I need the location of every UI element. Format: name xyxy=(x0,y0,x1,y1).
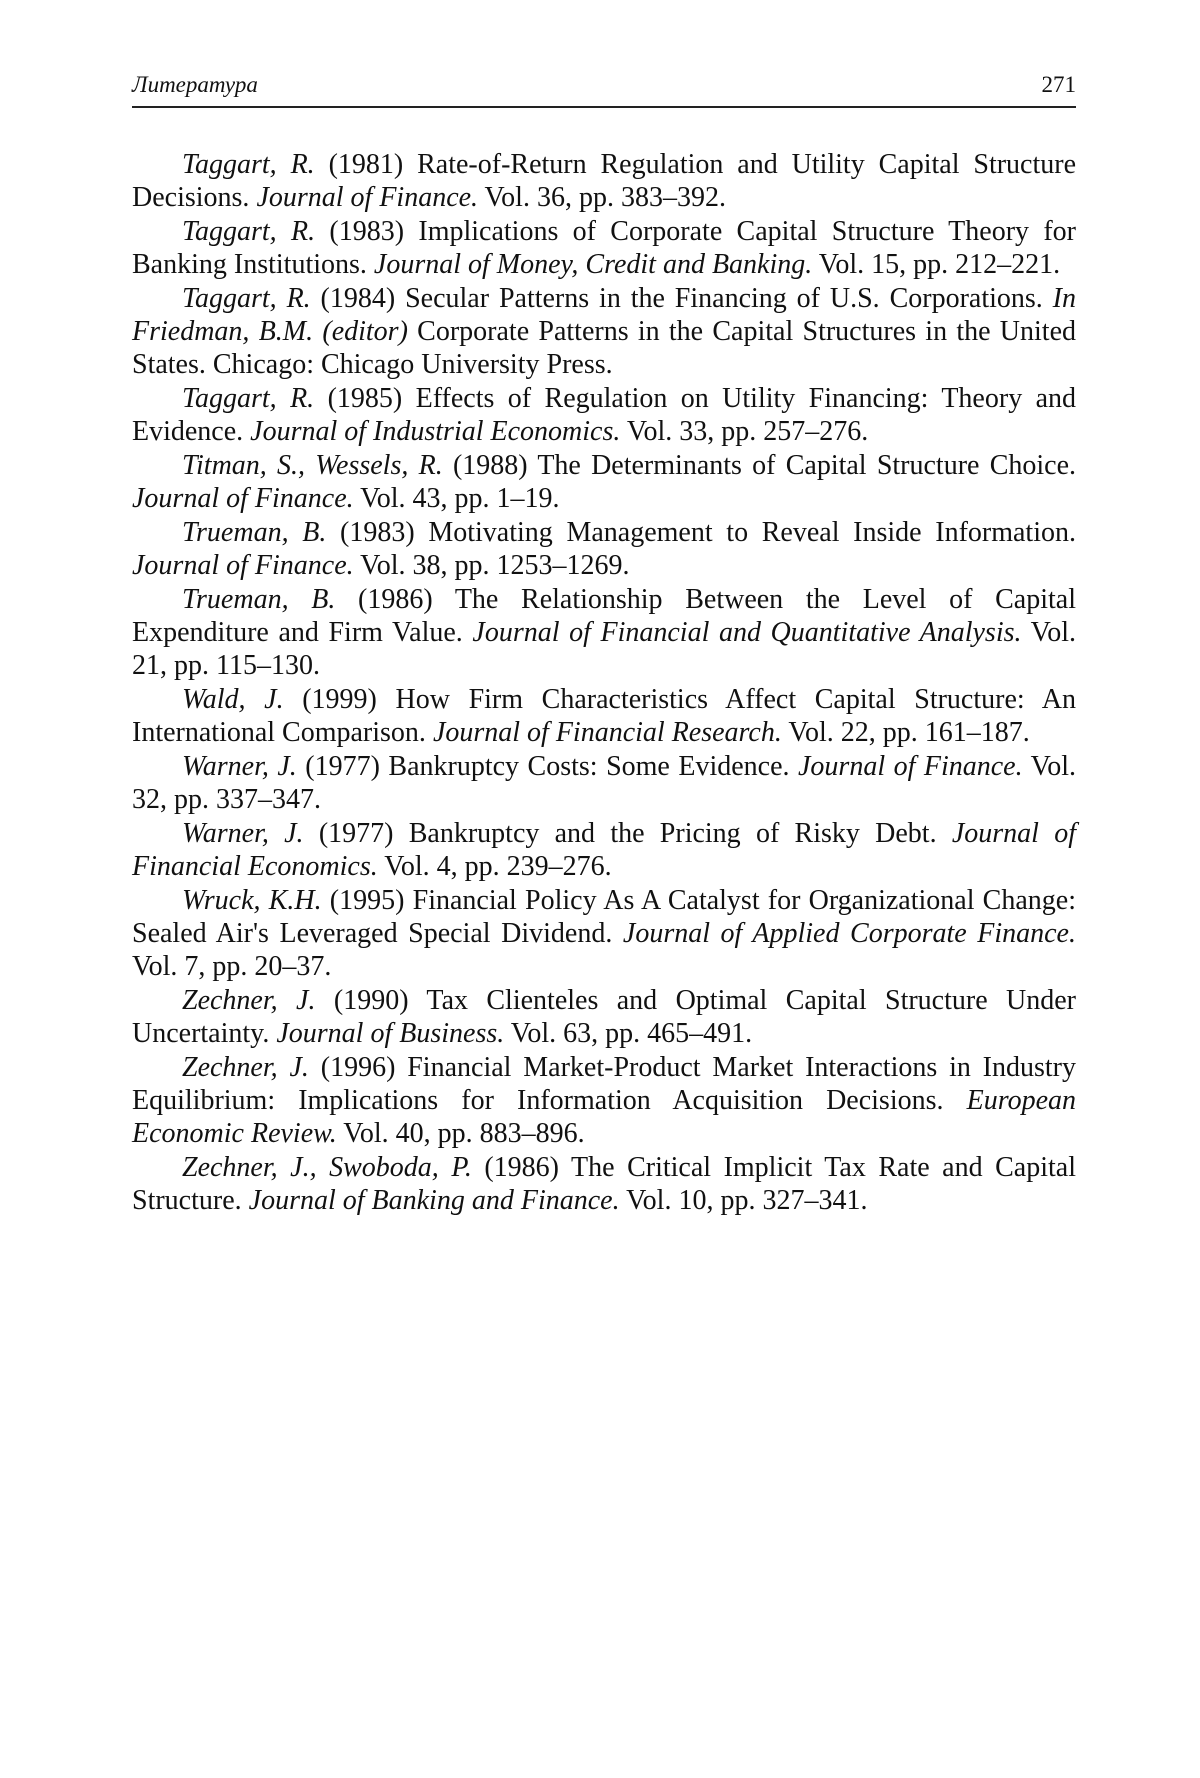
reference-source: In Friedman, B.M. (editor) xyxy=(132,283,1076,347)
reference-author: Titman, S., Wessels, R. xyxy=(182,450,443,481)
reference-text: (1983) Motivating Management to Reveal Inside Information. xyxy=(326,517,1076,548)
reference-entry xyxy=(132,148,1076,214)
reference-text: (1995) Financial Policy As A Catalyst for Organizational Change: Sealed Air's Leveraged Special Dividend. xyxy=(132,885,1076,949)
reference-entry xyxy=(132,583,1076,682)
reference-list xyxy=(132,148,1076,1218)
reference-details: Vol. 21, pp. 115–130. xyxy=(132,617,1076,681)
reference-entry xyxy=(132,817,1076,883)
reference-author: Taggart, R. xyxy=(182,216,316,247)
reference-text: (1990) Tax Clienteles and Optimal Capital Structure Under Uncertainty. xyxy=(132,985,1076,1049)
reference-entry xyxy=(132,449,1076,515)
reference-source: Journal of Financial Research. xyxy=(432,717,782,748)
reference-source: Journal of Applied Corporate Finance. xyxy=(622,918,1076,949)
reference-text: (1986) The Critical Implicit Tax Rate and Capital Structure. xyxy=(132,1152,1076,1216)
reference-source: Journal of Finance. xyxy=(256,182,479,213)
reference-source: European Economic Review. xyxy=(132,1085,1076,1149)
reference-source: Journal of Financial and Quantitative Analysis. xyxy=(472,617,1022,648)
reference-details: Vol. 40, pp. 883–896. xyxy=(336,1118,585,1149)
reference-source: Journal of Business. xyxy=(276,1018,505,1049)
reference-details: Vol. 36, pp. 383–392. xyxy=(478,182,726,213)
reference-entry xyxy=(132,282,1076,381)
reference-author: Wald, J. xyxy=(182,684,284,715)
reference-author: Zechner, J. xyxy=(182,985,316,1016)
reference-entry xyxy=(132,516,1076,582)
reference-entry xyxy=(132,683,1076,749)
reference-source: Journal of Finance. xyxy=(132,483,354,514)
reference-entry xyxy=(132,750,1076,816)
reference-source: Journal of Banking and Finance. xyxy=(248,1185,620,1216)
reference-text: (1999) How Firm Characteristics Affect Capital Structure: An International Comparison. xyxy=(132,684,1076,748)
reference-text: (1988) The Determinants of Capital Structure Choice. xyxy=(442,450,1076,481)
running-title: Литература xyxy=(132,72,258,97)
reference-entry xyxy=(132,984,1076,1050)
reference-author: Zechner, J. xyxy=(182,1052,309,1083)
reference-text: (1983) Implications of Corporate Capital Structure Theory for Banking Institutions. xyxy=(132,216,1076,280)
reference-details: Vol. 15, pp. 212–221. xyxy=(812,249,1061,280)
reference-entry xyxy=(132,382,1076,448)
reference-details: Vol. 22, pp. 161–187. xyxy=(781,717,1030,748)
reference-author: Taggart, R. xyxy=(182,283,311,314)
reference-details: Corporate Patterns in the Capital Structures in the United States. Chicago: Chicago University Press. xyxy=(132,316,1077,380)
reference-entry xyxy=(132,1151,1076,1217)
reference-text: (1986) The Relationship Between the Level of Capital Expenditure and Firm Value. xyxy=(132,584,1076,648)
reference-entry xyxy=(132,884,1076,983)
page-number: 271 xyxy=(1041,72,1076,97)
reference-author: Trueman, B. xyxy=(182,517,327,548)
reference-text: (1981) Rate-of-Return Regulation and Utility Capital Structure Decisions. xyxy=(132,149,1077,213)
reference-details: Vol. 32, pp. 337–347. xyxy=(132,751,1076,815)
reference-text: (1996) Financial Market-Product Market Interactions in Industry Equilibrium: Implications for Information Acquisition Decisions. xyxy=(132,1052,1077,1116)
reference-details: Vol. 43, pp. 1–19. xyxy=(353,483,560,514)
reference-details: Vol. 10, pp. 327–341. xyxy=(619,1185,868,1216)
reference-author: Wruck, K.H. xyxy=(182,885,322,916)
reference-details: Vol. 63, pp. 465–491. xyxy=(504,1018,753,1049)
reference-author: Zechner, J., Swoboda, P. xyxy=(182,1152,472,1183)
reference-text: (1977) Bankruptcy and the Pricing of Risky Debt. xyxy=(303,818,952,849)
reference-source: Journal of Finance. xyxy=(798,751,1023,782)
reference-details: Vol. 33, pp. 257–276. xyxy=(620,416,869,447)
reference-text: (1985) Effects of Regulation on Utility Financing: Theory and Evidence. xyxy=(132,383,1077,447)
reference-details: Vol. 38, pp. 1253–1269. xyxy=(353,550,630,581)
reference-text: (1977) Bankruptcy Costs: Some Evidence. xyxy=(296,751,798,782)
running-head xyxy=(132,70,1076,108)
reference-author: Taggart, R. xyxy=(182,383,315,414)
reference-details: Vol. 4, pp. 239–276. xyxy=(377,851,612,882)
reference-source: Journal of Finance. xyxy=(132,550,354,581)
reference-author: Warner, J. xyxy=(182,818,304,849)
reference-details: Vol. 7, pp. 20–37. xyxy=(132,951,332,982)
reference-source: Journal of Financial Economics. xyxy=(132,818,1076,882)
reference-author: Trueman, B. xyxy=(182,584,336,615)
reference-source: Journal of Industrial Economics. xyxy=(250,416,621,447)
reference-entry xyxy=(132,215,1076,281)
reference-source: Journal of Money, Credit and Banking. xyxy=(373,249,813,280)
reference-author: Warner, J. xyxy=(182,751,297,782)
reference-text: (1984) Secular Patterns in the Financing of U.S. Corporations. xyxy=(310,283,1053,314)
reference-entry xyxy=(132,1051,1076,1150)
reference-author: Taggart, R. xyxy=(182,149,315,180)
